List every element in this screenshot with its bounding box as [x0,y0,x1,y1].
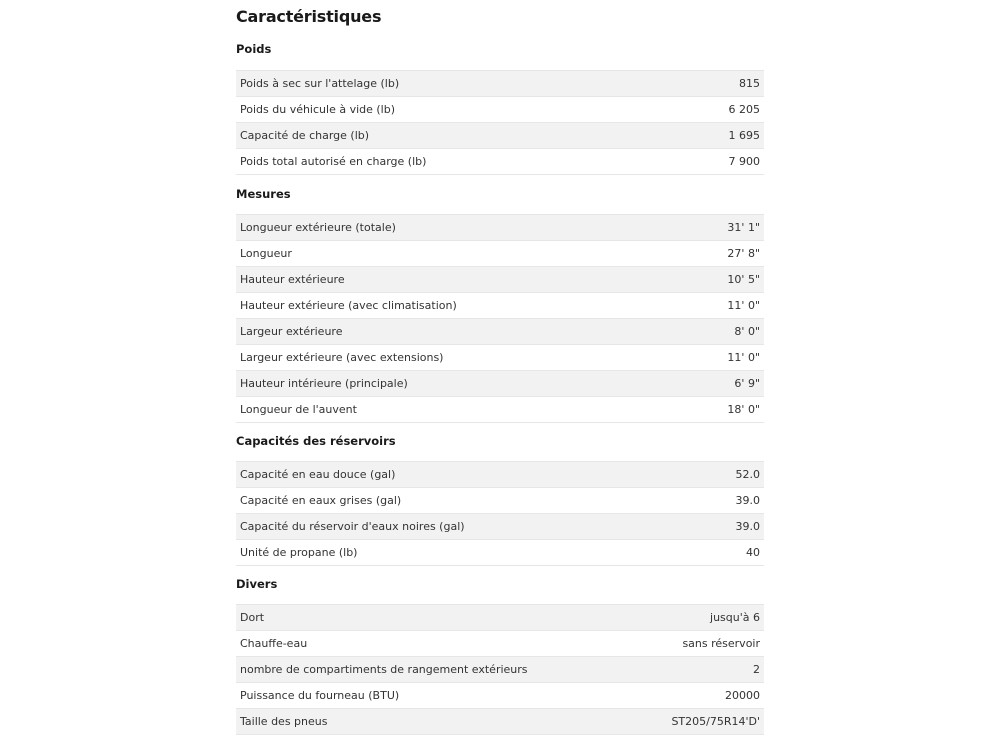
spec-value: 52.0 [606,462,764,488]
spec-value: jusqu'à 6 [606,605,764,631]
spec-label: nombre de compartiments de rangement extérieurs [236,657,606,683]
section-title: Divers [236,577,278,591]
table-row [236,97,764,123]
spec-value: 18' 0" [606,397,764,423]
spec-value: 815 [606,71,764,97]
spec-label: Largeur extérieure [236,319,606,345]
spec-label: Largeur extérieure (avec extensions) [236,345,606,371]
table-row [236,267,764,293]
spec-label: Poids total autorisé en charge (lb) [236,149,606,175]
spec-value: 6' 9" [606,371,764,397]
table-row [236,371,764,397]
table-row [236,215,764,241]
spec-label: Puissance du fourneau (BTU) [236,683,606,709]
spec-value: 39.0 [606,488,764,514]
spec-value: 1 695 [606,123,764,149]
table-row [236,293,764,319]
section-title: Capacités des réservoirs [236,434,396,448]
spec-value: 31' 1" [606,215,764,241]
table-row [236,149,764,175]
spec-label: Longueur extérieure (totale) [236,215,606,241]
section-mesures [236,187,764,423]
spec-label: Capacité en eau douce (gal) [236,462,606,488]
table-row [236,540,764,566]
spec-label: Hauteur extérieure [236,267,606,293]
spec-label: Taille des pneus [236,709,606,735]
spec-value: 39.0 [606,514,764,540]
spec-label: Longueur de l'auvent [236,397,606,423]
spec-value: sans réservoir [606,631,764,657]
table-row [236,319,764,345]
sections-container [236,42,764,735]
section-divers [236,577,764,735]
spec-label: Unité de propane (lb) [236,540,606,566]
table-row [236,657,764,683]
page-title: Caractéristiques [236,7,382,26]
table-row [236,514,764,540]
table-row [236,123,764,149]
spec-value: ST205/75R14'D' [606,709,764,735]
spec-label: Hauteur intérieure (principale) [236,371,606,397]
spec-value: 6 205 [606,97,764,123]
section-capacites-des-reservoirs [236,434,764,566]
spec-table [236,461,764,566]
section-poids [236,42,764,175]
spec-label: Capacité en eaux grises (gal) [236,488,606,514]
spec-value: 7 900 [606,149,764,175]
spec-label: Hauteur extérieure (avec climatisation) [236,293,606,319]
spec-label: Longueur [236,241,606,267]
section-title: Poids [236,42,272,56]
spec-value: 40 [606,540,764,566]
specifications-panel [236,6,764,735]
table-row [236,488,764,514]
section-title: Mesures [236,187,291,201]
spec-value: 11' 0" [606,345,764,371]
spec-table [236,604,764,735]
spec-table [236,70,764,175]
spec-value: 11' 0" [606,293,764,319]
table-row [236,605,764,631]
table-row [236,683,764,709]
spec-label: Capacité du réservoir d'eaux noires (gal) [236,514,606,540]
spec-value: 27' 8" [606,241,764,267]
spec-label: Poids du véhicule à vide (lb) [236,97,606,123]
spec-value: 2 [606,657,764,683]
table-row [236,397,764,423]
spec-value: 8' 0" [606,319,764,345]
table-row [236,241,764,267]
spec-label: Capacité de charge (lb) [236,123,606,149]
table-row [236,462,764,488]
spec-value: 20000 [606,683,764,709]
spec-label: Poids à sec sur l'attelage (lb) [236,71,606,97]
spec-table [236,214,764,423]
table-row [236,345,764,371]
table-row [236,71,764,97]
table-row [236,709,764,735]
spec-value: 10' 5" [606,267,764,293]
spec-label: Dort [236,605,606,631]
table-row [236,631,764,657]
spec-label: Chauffe-eau [236,631,606,657]
